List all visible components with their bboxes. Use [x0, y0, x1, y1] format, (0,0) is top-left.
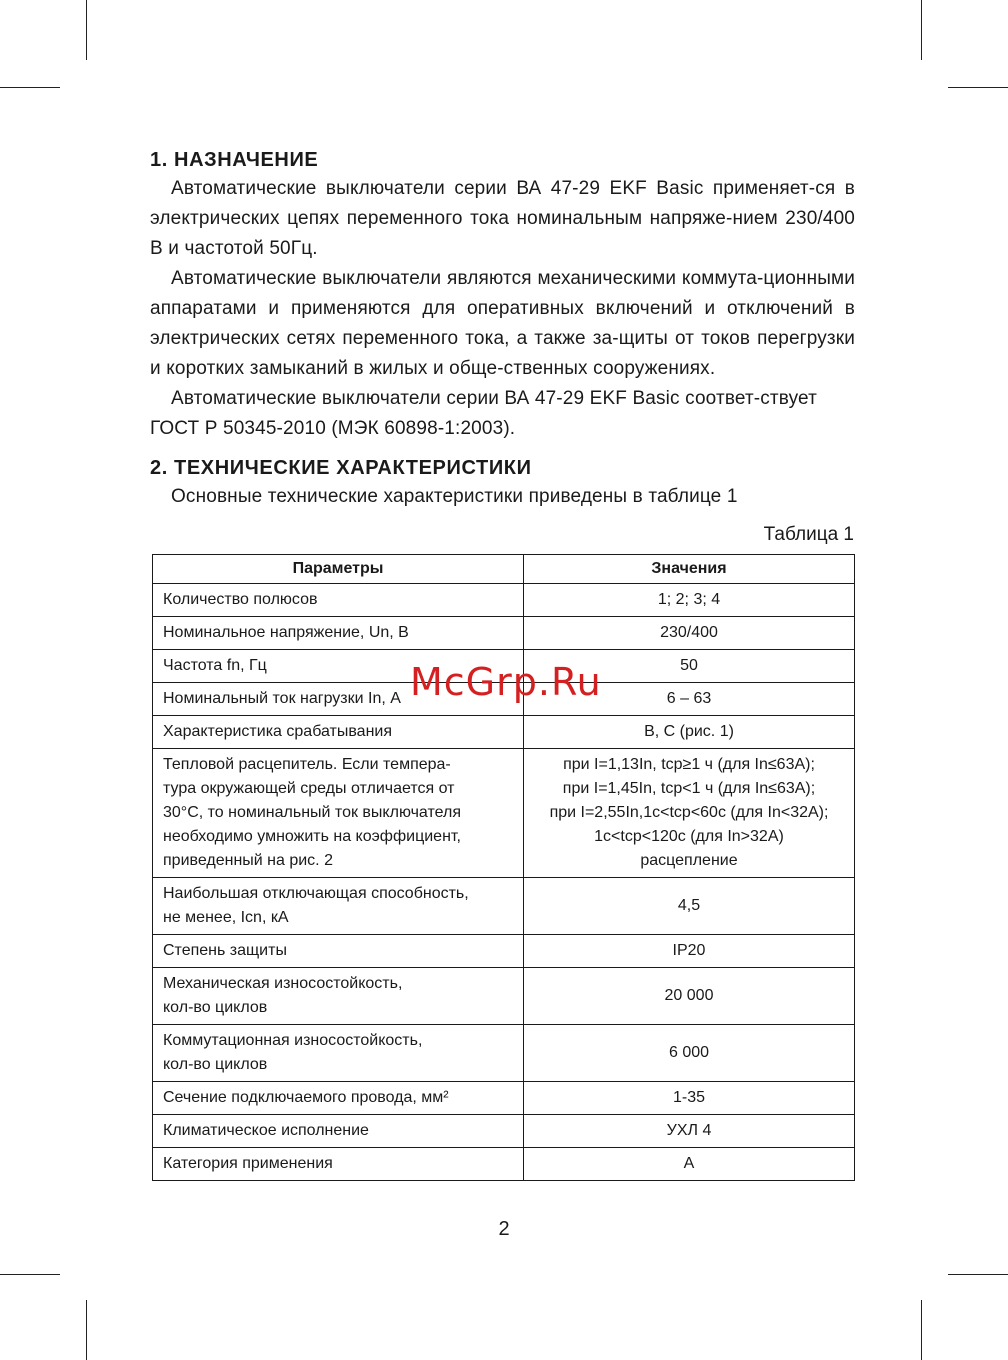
section-title-purpose: 1. НАЗНАЧЕНИЕ [150, 149, 319, 171]
crop-mark [86, 0, 87, 60]
value-cell: А [524, 1148, 855, 1181]
table-header-row [153, 555, 855, 584]
param-cell: Механическая износостойкость, кол-во циклов [153, 968, 524, 1025]
value-cell: 1-35 [524, 1082, 855, 1115]
value-cell: 230/400 [524, 617, 855, 650]
value-cell: 1; 2; 3; 4 [524, 584, 855, 617]
value-cell: при I=1,13In, tср≥1 ч (для In≤63A); при I=1,45In, tср<1 ч (для In≤63A); при I=2,55In,1с<tср<60с (для In<32A); 1с<tср<120с (для In>32A) расцепление [524, 749, 855, 878]
table-row [153, 617, 855, 650]
table-row [153, 1025, 855, 1082]
value-cell: УХЛ 4 [524, 1115, 855, 1148]
param-cell: Характеристика срабатывания [153, 716, 524, 749]
value-cell: 6 – 63 [524, 683, 855, 716]
table-row [153, 1082, 855, 1115]
crop-mark [948, 1274, 1008, 1275]
spec-table [152, 554, 855, 1181]
paragraph: Автоматические выключатели серии ВА 47-29 EKF Basic соответ-ствует ГОСТ Р 50345-2010 (МЭК 60898-1:2003). [150, 388, 817, 439]
column-header: Параметры [153, 555, 524, 584]
crop-mark [948, 87, 1008, 88]
param-cell: Количество полюсов [153, 584, 524, 617]
crop-mark [0, 1274, 60, 1275]
table-row [153, 1148, 855, 1181]
table-row [153, 749, 855, 878]
param-cell: Тепловой расцепитель. Если темпера- тура окружающей среды отличается от 30°С, то номинальный ток выключателя необходимо умножить на коэффициент, приведенный на рис. 2 [153, 749, 524, 878]
watermark: McGrp.Ru [410, 660, 602, 704]
table-row [153, 935, 855, 968]
param-cell: Частота fn, Гц [153, 650, 524, 683]
paragraph: Автоматические выключатели серии ВА 47-29 EKF Basic применяет-ся в электрических цепях переменного тока номинальным напряже-нием 230/400 В и частотой 50Гц. [150, 178, 855, 259]
param-cell: Климатическое исполнение [153, 1115, 524, 1148]
paragraph: Автоматические выключатели являются механическими коммута-ционными аппаратами и применяются для оперативных включений и отключений в электрических сетях переменного тока, а также за-щиты от токов перегрузки и коротких замыканий в жилых и обще-ственных сооружениях. [150, 268, 855, 379]
paragraph: Основные технические характеристики приведены в таблице 1 [171, 486, 738, 507]
page-number: 2 [498, 1218, 510, 1240]
param-cell: Коммутационная износостойкость, кол-во циклов [153, 1025, 524, 1082]
table-row [153, 716, 855, 749]
table-caption: Таблица 1 [763, 524, 854, 545]
param-cell: Номинальное напряжение, Un, В [153, 617, 524, 650]
crop-mark [86, 1300, 87, 1360]
param-cell: Сечение подключаемого провода, мм² [153, 1082, 524, 1115]
value-cell: 20 000 [524, 968, 855, 1025]
value-cell: 4,5 [524, 878, 855, 935]
crop-mark [921, 1300, 922, 1360]
table-row [153, 968, 855, 1025]
table-row [153, 584, 855, 617]
crop-mark [0, 87, 60, 88]
param-cell: Наибольшая отключающая способность, не менее, Icn, кА [153, 878, 524, 935]
table-row [153, 878, 855, 935]
crop-mark [921, 0, 922, 60]
param-cell: Номинальный ток нагрузки In, А [153, 683, 524, 716]
param-cell: Категория применения [153, 1148, 524, 1181]
param-cell: Степень защиты [153, 935, 524, 968]
value-cell: IP20 [524, 935, 855, 968]
section-title-specs: 2. ТЕХНИЧЕСКИЕ ХАРАКТЕРИСТИКИ [150, 457, 532, 479]
value-cell: 6 000 [524, 1025, 855, 1082]
column-header: Значения [524, 555, 855, 584]
value-cell: B, C (рис. 1) [524, 716, 855, 749]
table-row [153, 1115, 855, 1148]
value-cell: 50 [524, 650, 855, 683]
